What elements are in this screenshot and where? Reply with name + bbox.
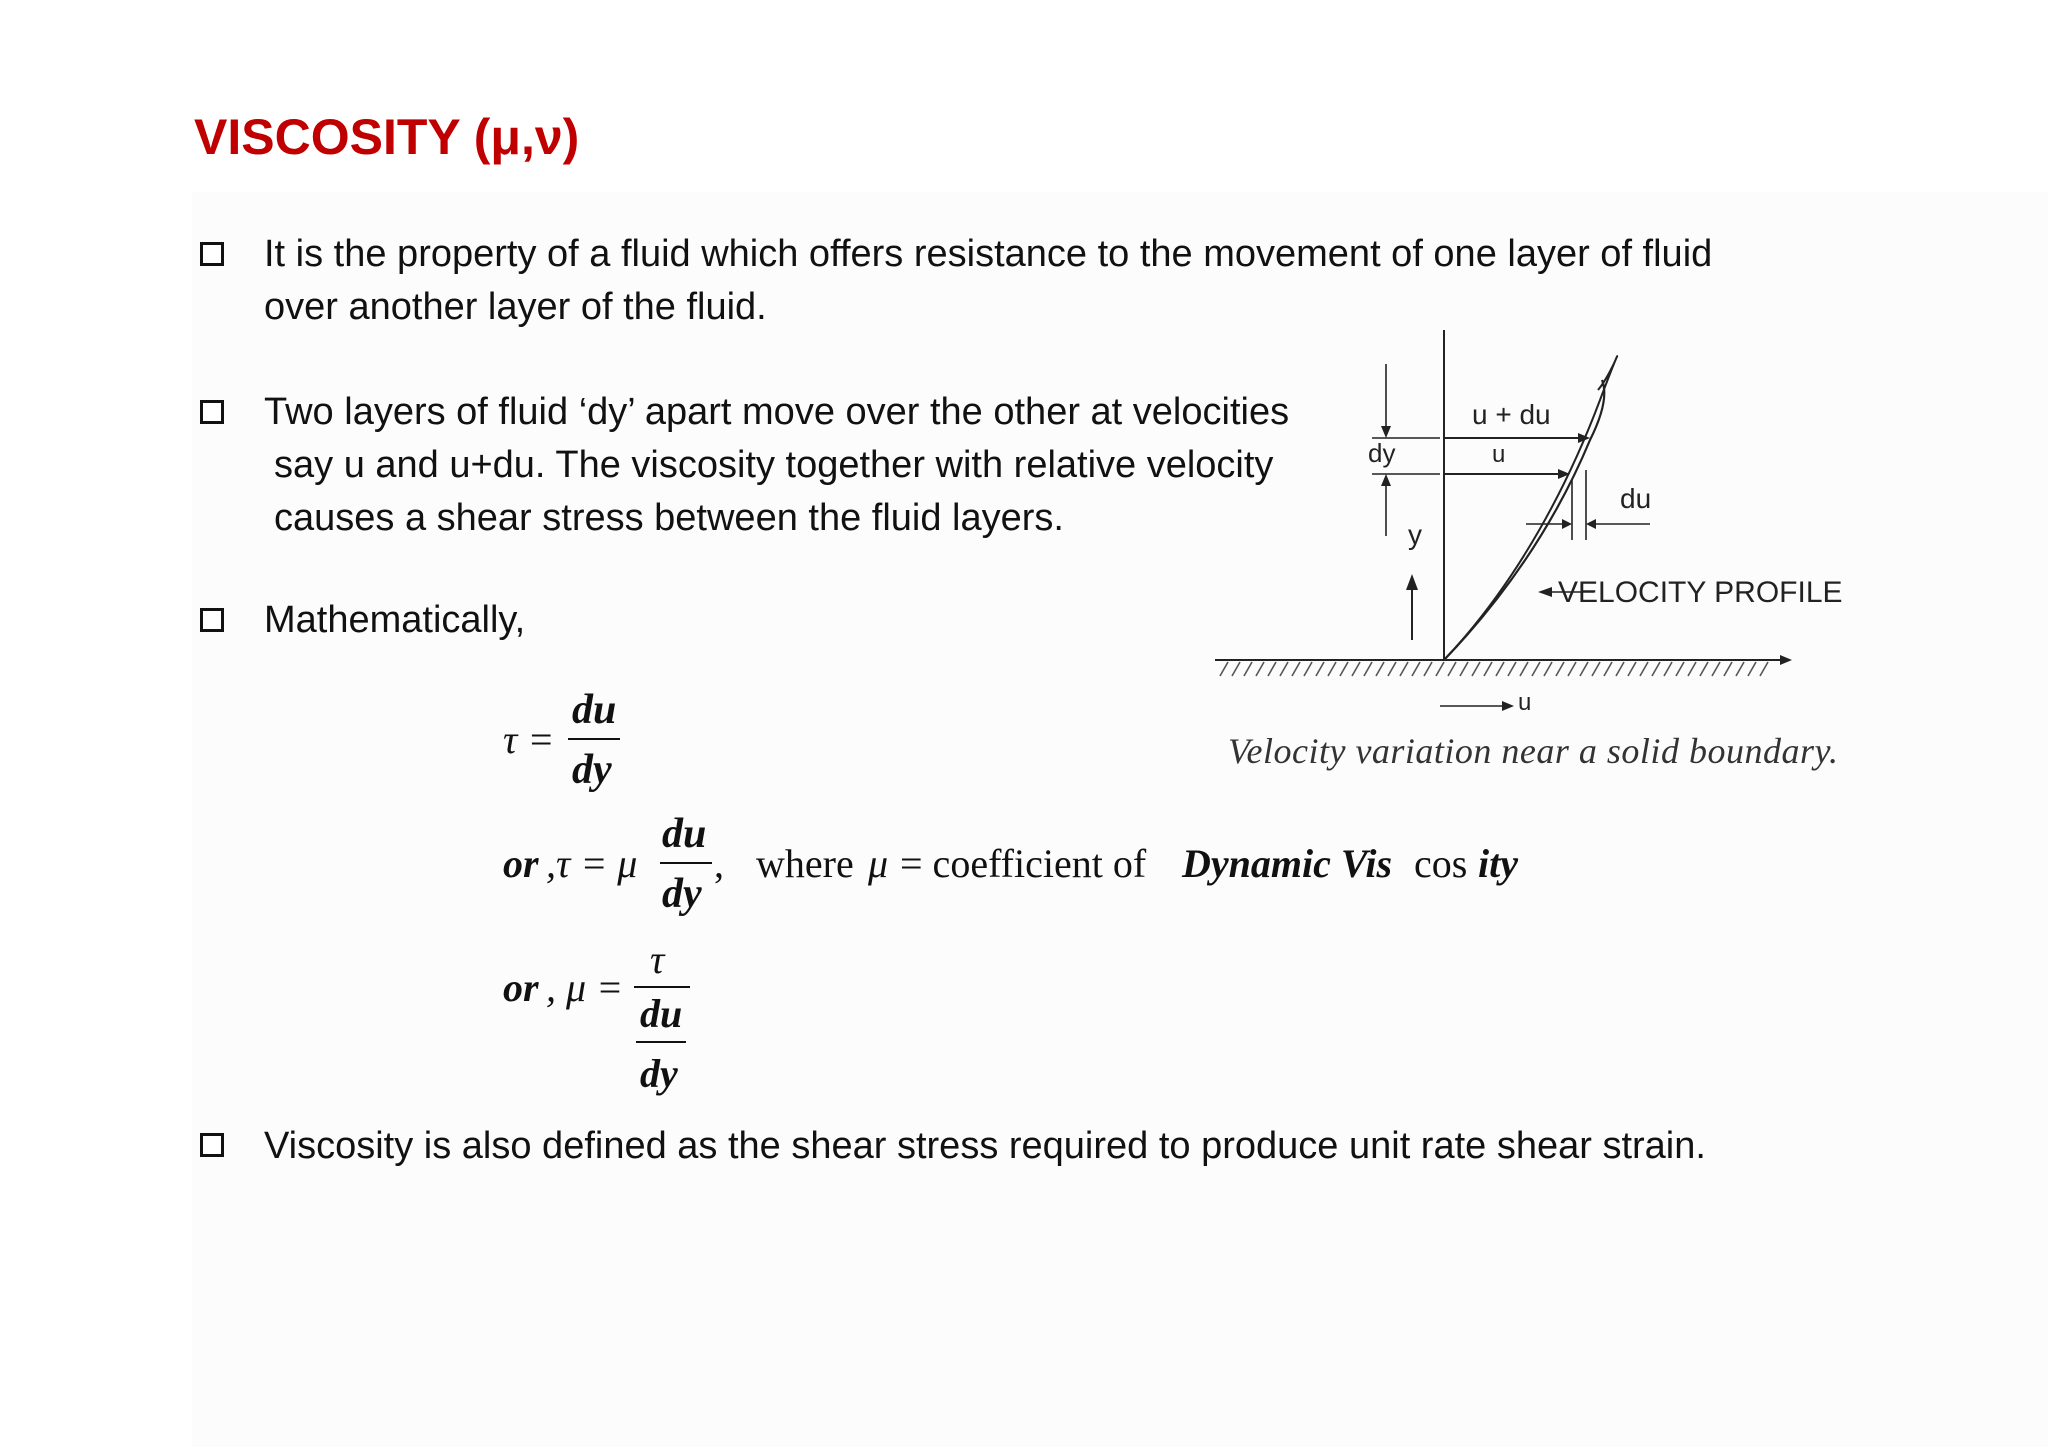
du-arrow-left-head — [1562, 519, 1572, 529]
eq3-inner-denominator: dy — [640, 1051, 678, 1096]
eq2-numerator: du — [662, 811, 707, 857]
y-arrow-head — [1406, 574, 1418, 590]
eq2-lhs: ,τ = μ — [546, 841, 638, 886]
bullet-3-line-1: Mathematically, — [264, 599, 526, 641]
eq2-term-cos: cos — [1414, 841, 1468, 886]
label-y: y — [1408, 519, 1422, 550]
eq2-where: where — [756, 841, 854, 886]
bullet-2-line-1: Two layers of fluid ‘dy’ apart move over the other at velocities — [264, 391, 1290, 433]
eq1-denominator: dy — [572, 747, 612, 793]
boundary-hatching — [1220, 662, 1768, 676]
dy-arrow-down-head — [1381, 426, 1391, 438]
slide-title: VISCOSITY (μ,ν) — [194, 109, 580, 165]
bullet-2-line-2: say u and u+du. The viscosity together with relative velocity — [274, 444, 1274, 486]
label-u-top: u — [1492, 441, 1506, 468]
eq3-fraction-bar-inner — [636, 1041, 686, 1043]
dy-arrow-up-head — [1381, 474, 1391, 486]
label-velocity-profile: VELOCITY PROFILE — [1558, 576, 1843, 609]
bullet-1-line-2: over another layer of the fluid. — [264, 286, 767, 328]
eq2-or: or — [503, 841, 539, 886]
bullet-4-line-1: Viscosity is also defined as the shear stress required to produce unit rate shear strain. — [264, 1125, 1706, 1167]
boundary-arrowhead — [1780, 655, 1792, 665]
eq2-fraction-bar — [660, 862, 712, 864]
eq3-fraction-bar-main — [634, 986, 690, 988]
velocity-profile-diagram — [1200, 320, 1920, 790]
label-u-bottom: u — [1518, 689, 1532, 716]
eq2-term-ity: ity — [1478, 841, 1518, 886]
eq1-lhs: τ = — [503, 717, 555, 762]
label-dy: dy — [1368, 438, 1396, 468]
bullet-1-line-1: It is the property of a fluid which offers resistance to the movement of one layer of fluid — [264, 233, 1713, 275]
eq2-term-dynamic-vis: Dynamic Vis — [1182, 841, 1393, 886]
eq1-numerator: du — [572, 687, 617, 733]
diagram-caption: Velocity variation near a solid boundary. — [1228, 731, 1839, 771]
eq2-mu: μ — [868, 841, 889, 886]
bullet-checkbox-icon — [200, 1133, 224, 1157]
bullet-checkbox-icon — [200, 242, 224, 266]
du-arrow-right-head — [1586, 519, 1596, 529]
eq2-definition: = coefficient of — [900, 841, 1147, 886]
eq3-lhs: , μ = — [546, 965, 624, 1010]
eq1-fraction-bar — [568, 738, 620, 740]
eq3-or: or — [503, 965, 539, 1010]
bullet-checkbox-icon — [200, 400, 224, 424]
label-du: du — [1620, 483, 1652, 514]
eq3-numerator-tau: τ — [650, 937, 665, 982]
bullet-2-line-3: causes a shear stress between the fluid layers. — [274, 497, 1064, 539]
bottom-u-arrowhead — [1502, 701, 1514, 711]
label-u-plus-du: u + du — [1472, 399, 1551, 430]
eq3-inner-numerator: du — [640, 991, 683, 1036]
eq2-comma: , — [714, 841, 724, 886]
profile-pointer-head — [1538, 587, 1552, 597]
u-arrowhead — [1558, 469, 1570, 479]
bullet-checkbox-icon — [200, 608, 224, 632]
eq2-denominator: dy — [662, 871, 702, 917]
